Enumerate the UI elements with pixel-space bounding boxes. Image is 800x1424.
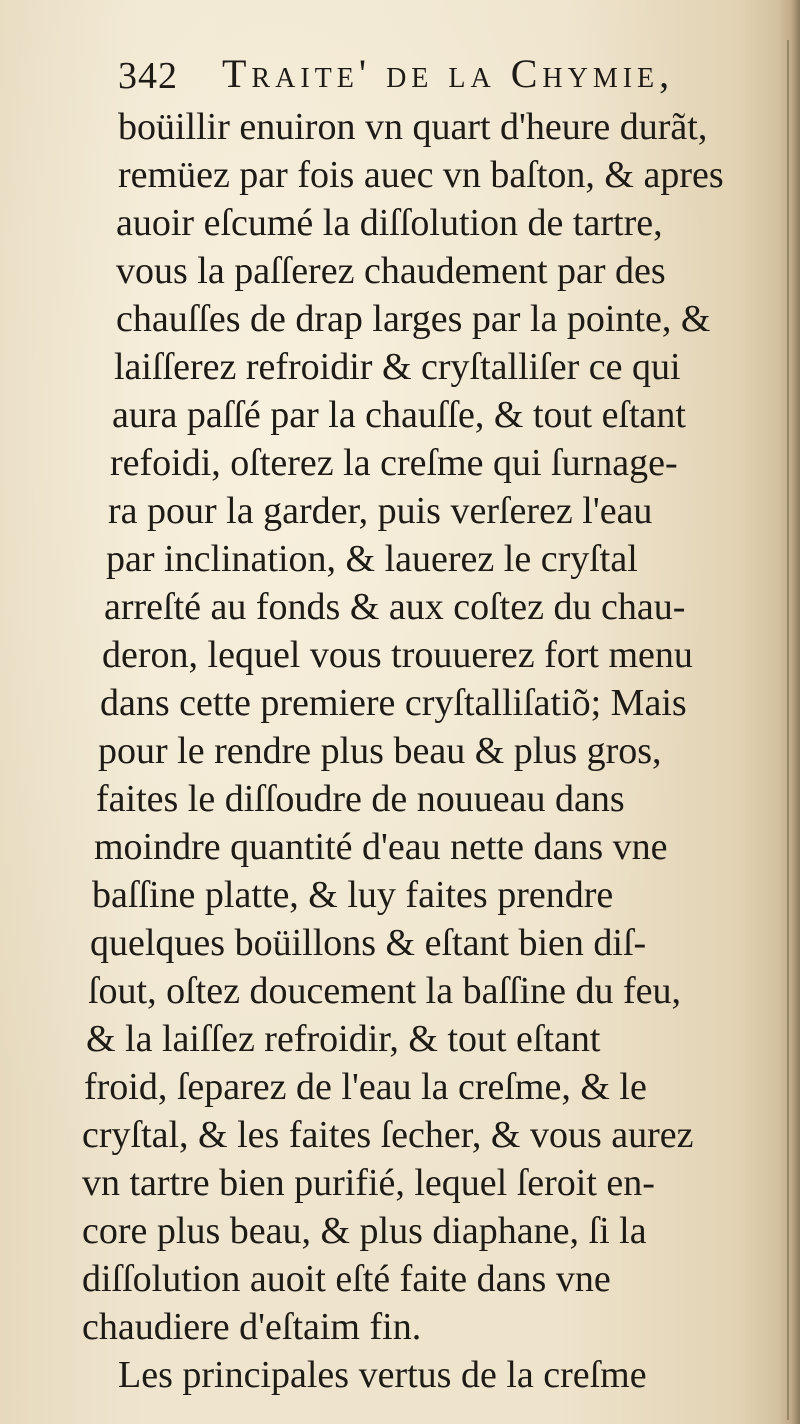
text-line: remüez par fois auec vn baſton, & apres: [118, 154, 724, 196]
text-line: & la laiſſez refroidir, & tout eſtant: [86, 1018, 601, 1060]
text-line: vn tartre bien purifié, lequel ſeroit en-: [82, 1162, 655, 1204]
text-line: faites le diſſoudre de nouueau dans: [96, 778, 625, 820]
text-line: chaudiere d'eſtaim fin.: [82, 1306, 422, 1348]
text-line: moindre quantité d'eau nette dans vne: [94, 826, 668, 868]
running-head: Traite' de la Chymie,: [222, 51, 675, 96]
page-edge-shadow: [778, 0, 800, 1424]
text-line: boüillir enuiron vn quart d'heure durãt,: [118, 106, 708, 148]
text-line: froid, ſeparez de l'eau la creſme, & le: [84, 1066, 647, 1108]
text-line: Les principales vertus de la creſme: [118, 1354, 647, 1396]
text-line: auoir eſcumé la diſſolution de tartre,: [116, 202, 663, 244]
text-line: laiſſerez refroidir & cryſtalliſer ce qui: [114, 346, 681, 388]
text-line: arreſté au fonds & aux coſtez du chau-: [104, 586, 686, 628]
page-number: 342: [118, 55, 178, 97]
text-line: baſſine platte, & luy faites prendre: [92, 874, 614, 916]
text-line: dans cette premiere cryſtalliſatiõ; Mais: [100, 682, 687, 724]
text-line: core plus beau, & plus diaphane, ſi la: [82, 1210, 647, 1252]
page-header: [118, 46, 758, 102]
text-line: aura paſſé par la chauſſe, & tout eſtant: [112, 394, 686, 436]
text-line: ſout, oſtez doucement la baſſine du feu,: [88, 970, 682, 1012]
text-line: deron, lequel vous trouuerez fort menu: [102, 634, 693, 676]
text-line: cryſtal, & les faites ſecher, & vous aurez: [82, 1114, 694, 1156]
text-line: refoidi, oſterez la creſme qui ſurnage-: [110, 442, 678, 484]
text-line: chauſſes de drap larges par la pointe, &: [116, 298, 711, 340]
text-line: ra pour la garder, puis verſerez l'eau: [108, 490, 653, 532]
text-line: par inclination, & lauerez le cryſtal: [106, 538, 638, 580]
text-line: vous la paſſerez chaudement par des: [116, 250, 666, 292]
text-line: pour le rendre plus beau & plus gros,: [98, 730, 662, 772]
text-line: quelques boüillons & eſtant bien diſ-: [90, 922, 647, 964]
text-line: diſſolution auoit eſté faite dans vne: [82, 1258, 611, 1300]
page-gutter-line: [787, 40, 789, 1420]
